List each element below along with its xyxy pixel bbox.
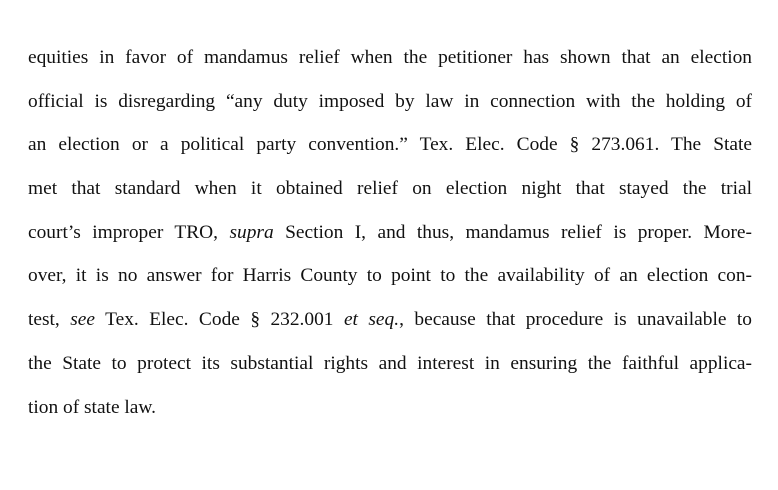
text-run: test, (28, 309, 71, 331)
text-line (28, 36, 752, 80)
text-line (28, 254, 752, 298)
italic-text: et seq. (343, 309, 400, 331)
text-line (28, 80, 752, 124)
text-run: over, it is no answer for Harris County to point to the availability of an election con- (28, 265, 752, 287)
text-line (28, 123, 752, 167)
text-run: tion of state law. (28, 396, 156, 418)
italic-text: supra (229, 221, 274, 243)
text-run: official is disregarding “any duty imposed by law in connection with the holding of (28, 90, 752, 112)
italic-text: see (70, 309, 95, 331)
text-run: the State to protect its substantial rights and interest in ensuring the faithful applica- (28, 352, 752, 374)
body-paragraph (28, 36, 752, 429)
text-line (28, 342, 752, 386)
text-line (28, 298, 752, 342)
text-run: equities in favor of mandamus relief when the petitioner has shown that an election (28, 47, 752, 68)
text-run: court’s improper TRO, (28, 221, 230, 243)
text-run: Tex. Elec. Code § 232.001 (95, 309, 344, 331)
text-run: , because that procedure is unavailable to (399, 309, 752, 331)
text-line (28, 386, 752, 430)
text-line (28, 167, 752, 211)
text-run: Section I, and thus, mandamus relief is proper. More- (273, 221, 752, 243)
text-run: an election or a political party convention.” Tex. Elec. Code § 273.061. The State (28, 134, 752, 156)
text-run: met that standard when it obtained relief on election night that stayed the trial (28, 178, 752, 200)
text-line (28, 211, 752, 255)
